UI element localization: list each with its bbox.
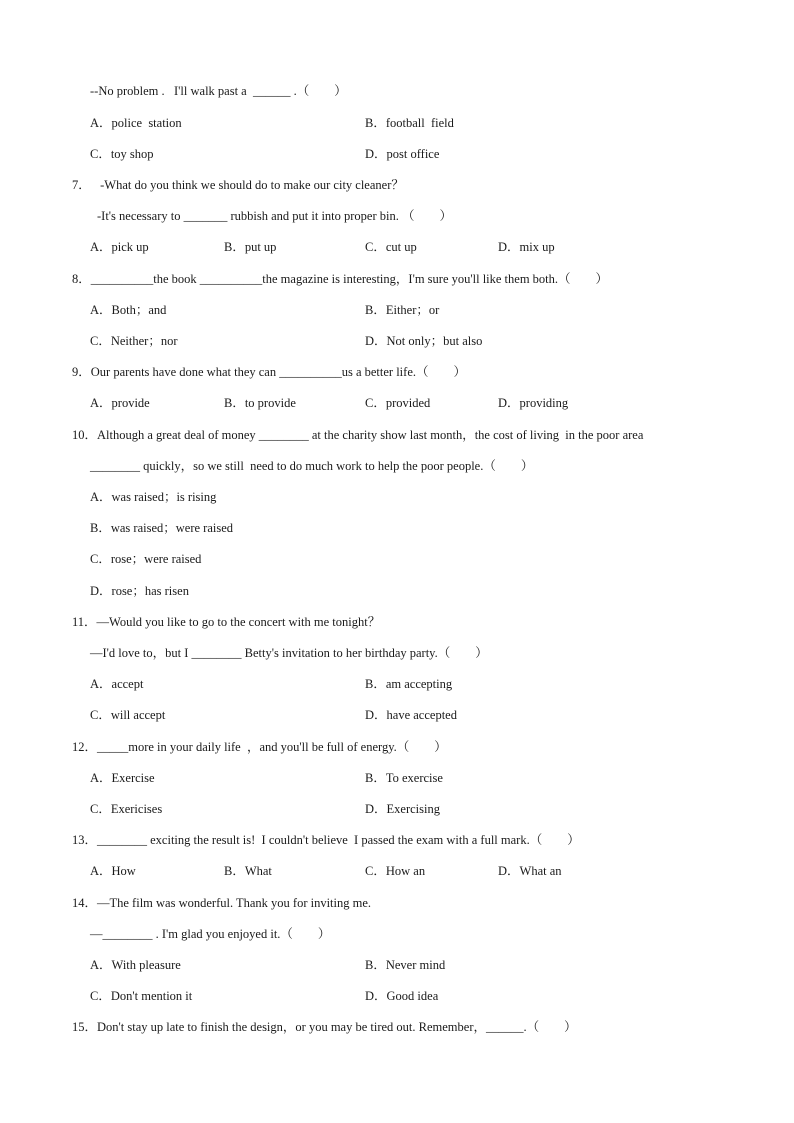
question-13-option-a: A．How	[90, 864, 136, 878]
question-7-option-d: D．mix up	[498, 240, 555, 254]
question-11-stem-line-2: —I'd love to，but I ________ Betty's invitation to her birthday party.（ ）	[90, 646, 488, 660]
question-8-option-b: B．Either；or	[365, 303, 440, 317]
question-12-option-a: A．Exercise	[90, 771, 155, 785]
question-8-option-a: A．Both；and	[90, 303, 167, 317]
question-8-option-d: D．Not only；but also	[365, 334, 483, 348]
question-12-option-b: B．To exercise	[365, 771, 443, 785]
question-6-stem: --No problem . I'll walk past a ______ .（ ）	[90, 84, 347, 98]
question-15-stem: 15．Don't stay up late to finish the design，or you may be tired out. Remember，______.（ ）	[72, 1020, 577, 1034]
question-6-option-a: A．police station	[90, 116, 182, 130]
question-8-stem: 8．__________the book __________the magazine is interesting，I'm sure you'll like them both.（ ）	[72, 272, 609, 286]
question-11-option-a: A．accept	[90, 677, 144, 691]
question-12-stem: 12．_____more in your daily life ，and you'll be full of energy.（ ）	[72, 740, 447, 754]
question-7-option-b: B．put up	[224, 240, 277, 254]
question-9-option-c: C．provided	[365, 396, 431, 410]
question-10-option-b: B．was raised；were raised	[90, 521, 234, 535]
question-7-option-c: C．cut up	[365, 240, 417, 254]
question-13-option-c: C．How an	[365, 864, 426, 878]
question-14-stem: 14．—The film was wonderful. Thank you for inviting me.	[72, 896, 372, 910]
question-10-option-a: A．was raised；is rising	[90, 490, 217, 504]
question-10-option-c: C．rose；were raised	[90, 552, 202, 566]
question-10-stem: 10．Although a great deal of money ________ at the charity show last month，the cost of living in the poor area	[72, 428, 644, 442]
question-7-option-a: A．pick up	[90, 240, 149, 254]
question-6-option-c: C．toy shop	[90, 147, 154, 161]
question-9-option-b: B．to provide	[224, 396, 296, 410]
question-9-option-a: A．provide	[90, 396, 150, 410]
question-7-stem-line-2: -It's necessary to _______ rubbish and put it into proper bin. （ ）	[97, 209, 452, 223]
question-10-stem-line-2: ________ quickly，so we still need to do much work to help the poor people.（ ）	[90, 459, 534, 473]
question-13-option-d: D．What an	[498, 864, 562, 878]
question-9-stem: 9．Our parents have done what they can __________us a better life.（ ）	[72, 365, 466, 379]
question-6-option-d: D．post office	[365, 147, 440, 161]
question-8-option-c: C．Neither；nor	[90, 334, 178, 348]
question-14-option-b: B．Never mind	[365, 958, 446, 972]
question-6-option-b: B．football field	[365, 116, 454, 130]
question-13-stem: 13．________ exciting the result is! I couldn't believe I passed the exam with a full mark.（ ）	[72, 833, 580, 847]
question-9-option-d: D．providing	[498, 396, 569, 410]
question-10-option-d: D．rose；has risen	[90, 584, 189, 598]
question-7-stem: 7． -What do you think we should do to make our city cleaner？	[72, 178, 404, 192]
question-14-option-c: C．Don't mention it	[90, 989, 193, 1003]
question-12-option-d: D．Exercising	[365, 802, 440, 816]
question-11-option-b: B．am accepting	[365, 677, 453, 691]
question-12-option-c: C．Exericises	[90, 802, 163, 816]
question-14-option-d: D．Good idea	[365, 989, 439, 1003]
question-13-option-b: B．What	[224, 864, 272, 878]
question-11-option-d: D．have accepted	[365, 708, 457, 722]
question-11-option-c: C．will accept	[90, 708, 166, 722]
question-14-option-a: A．With pleasure	[90, 958, 181, 972]
question-14-stem-line-2: —________ . I'm glad you enjoyed it.（ ）	[90, 927, 331, 941]
question-11-stem: 11．—Would you like to go to the concert with me tonight？	[72, 615, 381, 629]
